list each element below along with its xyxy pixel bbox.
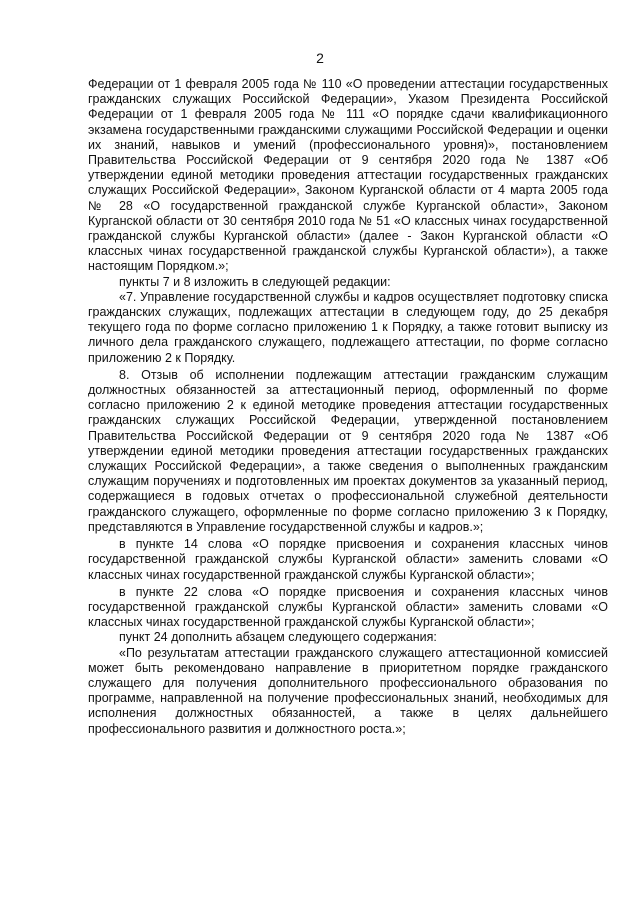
paragraph-item-14: в пункте 14 слова «О порядке присвоения и сохранения классных чинов государственной гражданской службы Курганской области» заменить словами «О классных чинах государственной гражданской службы Курганской области»; — [88, 537, 608, 582]
page-number: 2 — [316, 50, 324, 66]
paragraph-item-8: 8. Отзыв об исполнении подлежащим аттестации гражданским служащим должностных обязанностей за аттестационный период, оформленный по форме согласно приложению 2 к единой методике проведения аттестации государственных гражданских служащих Российской Федерации, утвержденной постановлением Правительства Российской Федерации от 9 сентября 2020 года № 1387 «Об утверждении единой методики проведения аттестации государственных гражданских служащих Российской Федерации», а также сведения о выполненных гражданским служащим поручениях и подготовленных им проектах документов за указанный период, содержащиеся в годовых отчетах о профессиональной служебной деятельности гражданского служащего, оформленные по форме согласно приложению 3 к Порядку, представляются в Управление государственной службы и кадров.»; — [88, 367, 608, 534]
paragraph-item-24-addition: «По результатам аттестации гражданского служащего аттестационной комиссией может быть рекомендовано направление в приоритетном порядке гражданского служащего для получения дополнительного профессионального образования по программе, направленной на получение профессиональных знаний, необходимых для исполнения должностных обязанностей, а также в целях дальнейшего профессионального развития и должностного роста.»; — [88, 645, 608, 736]
paragraph-item-24: пункт 24 дополнить абзацем следующего содержания: — [119, 630, 437, 645]
document-body — [88, 77, 608, 737]
paragraph-item-7: «7. Управление государственной службы и кадров осуществляет подготовку списка гражданских служащих, подлежащих аттестации в следующем году, до 25 декабря текущего года по форме согласно приложению 1 к Порядку, а также готовит выписку из личного дела гражданского служащего, подлежащего аттестации, по форме согласно приложению 2 к Порядку. — [88, 289, 608, 365]
paragraph-continuation: Федерации от 1 февраля 2005 года № 110 «О проведении аттестации государственных гражданских служащих Российской Федерации», Указом Президента Российской Федерации от 1 февраля 2005 года № 111 «О порядке сдачи квалификационного экзамена государственными гражданскими служащими Российской Федерации и оценки их знаний, навыков и умений (профессионального уровня)», постановлением Правительства Российской Федерации от 9 сентября 2020 года № 1387 «Об утверждении единой методики проведения аттестации государственных гражданских служащих Российской Федерации», Законом Курганской области от 4 марта 2005 года № 28 «О государственной гражданской службе Курганской области», Законом Курганской области от 30 сентября 2010 года № 51 «О классных чинах государственной гражданской службы Курганской области» (далее - Закон Курганской области «О классных чинах государственной гражданской службы Курганской области»), а также настоящим Порядком.»; — [88, 77, 608, 274]
paragraph-items-7-8: пункты 7 и 8 изложить в следующей редакции: — [119, 274, 391, 289]
paragraph-item-22: в пункте 22 слова «О порядке присвоения и сохранения классных чинов государственной гражданской службы Курганской области» заменить словами «О классных чинах государственной гражданской службы Курганской области»; — [88, 584, 608, 630]
